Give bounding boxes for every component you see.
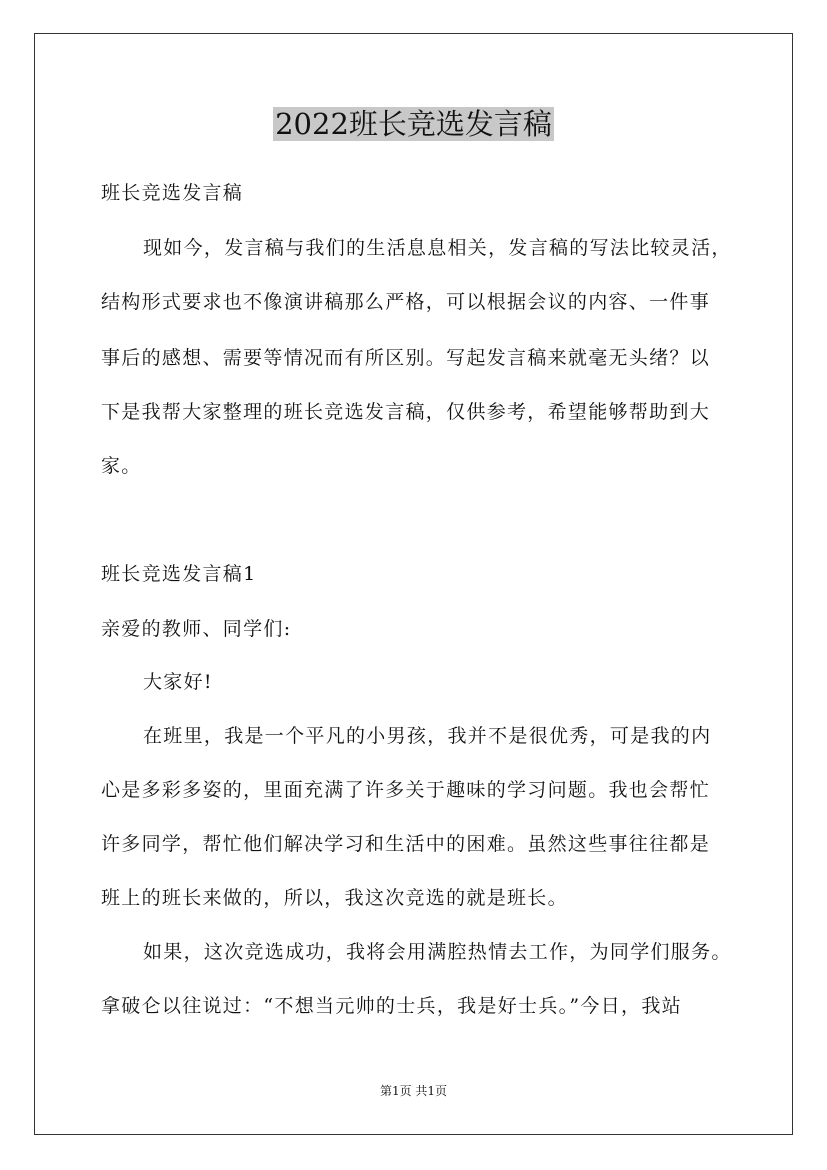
intro-line-1: 现如今，发言稿与我们的生活息息相关，发言稿的写法比较灵活，	[143, 237, 732, 259]
body-line-2: 心是多彩多姿的，里面充满了许多关于趣味的学习问题。我也会帮忙	[101, 779, 711, 801]
document-title	[0, 103, 827, 145]
body-line-4: 班上的班长来做的，所以，我这次竞选的就是班长。	[101, 887, 568, 909]
body-line-3: 许多同学，帮忙他们解决学习和生活中的困难。虽然这些事往往都是	[101, 833, 711, 855]
body-line-6: 拿破仑以往说过：“不想当元帅的士兵，我是好士兵。”今日，我站	[101, 995, 682, 1017]
intro-line-4: 下是我帮大家整理的班长竞选发言稿，仅供参考，希望能够帮助到大	[101, 401, 711, 423]
body-line-1: 在班里，我是一个平凡的小男孩，我并不是很优秀，可是我的内	[143, 725, 712, 747]
intro-line-2: 结构形式要求也不像演讲稿那么严格，可以根据会议的内容、一件事	[101, 291, 711, 313]
document-title-text: 2022班长竞选发言稿	[275, 107, 552, 141]
section-heading: 班长竞选发言稿1	[101, 563, 257, 585]
salutation: 亲爱的教师、同学们:	[101, 618, 292, 640]
body-line-5: 如果，这次竞选成功，我将会用满腔热情去工作，为同学们服务。	[143, 941, 732, 963]
document-subtitle: 班长竞选发言稿	[101, 182, 244, 204]
intro-line-3: 事后的感想、需要等情况而有所区别。写起发言稿来就毫无头绪？以	[101, 347, 711, 369]
page-footer: 第1页 共1页	[379, 1084, 448, 1098]
greeting: 大家好!	[143, 671, 213, 693]
intro-line-5: 家。	[101, 455, 142, 477]
